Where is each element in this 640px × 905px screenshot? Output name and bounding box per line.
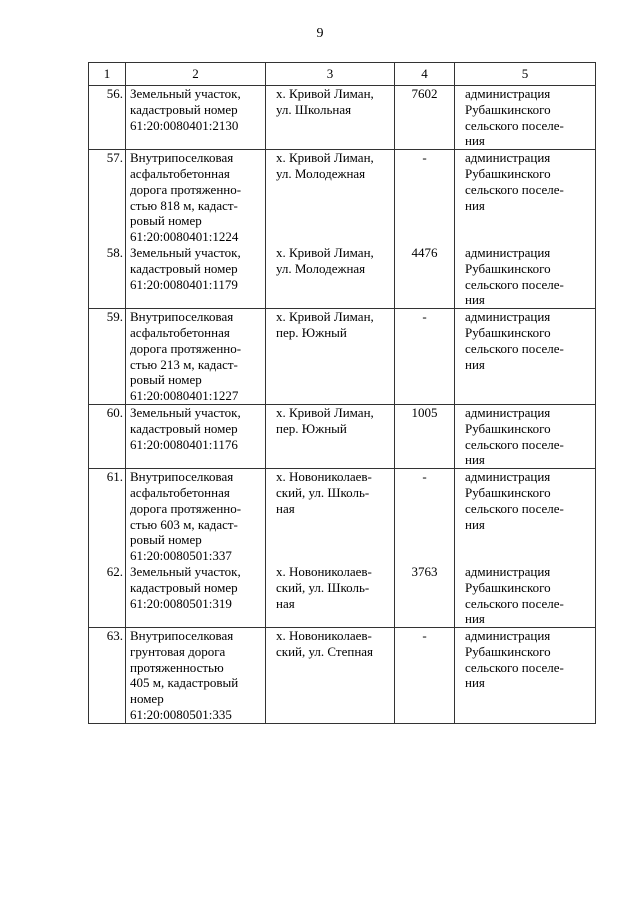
owner-line: Рубашкинского [465,420,551,436]
object-line: дорога протяженно- [130,181,242,197]
object-line: 61:20:0080401:1176 [130,436,238,452]
owner-line: администрация [465,244,551,260]
object-address [266,404,395,468]
object-line: протяженностью [130,659,224,675]
column-header-1: 1 [89,63,126,86]
property-register-table [88,62,596,724]
address-line: х. Новониколаев- [276,469,372,485]
object-address [266,309,395,405]
owner-line: ния [465,516,485,532]
column-header-4: 4 [395,63,455,86]
owner-line: ния [465,675,485,691]
address-line: х. Кривой Лиман, [276,244,374,260]
object-area: 1005 [395,404,455,468]
row-number: 61. [89,469,126,564]
object-description [126,469,266,564]
object-area: 3763 [395,564,455,628]
address-line: ная [276,500,295,516]
object-line: 61:20:0080501:335 [130,707,232,723]
row-number: 63. [89,628,126,724]
object-description [126,564,266,628]
object-description [126,150,266,245]
address-line: ул. Молодежная [276,260,366,276]
object-description [126,628,266,724]
table-row [89,86,596,150]
address-line: пер. Южный [276,324,347,340]
object-owner [455,564,596,628]
object-line: грунтовая дорога [130,643,226,659]
object-line: 61:20:0080501:337 [130,548,232,564]
address-line: ский, ул. Школь- [276,484,370,500]
object-line: асфальтобетонная [130,165,230,181]
owner-line: администрация [465,150,551,166]
owner-line: ния [465,197,485,213]
object-area: - [395,469,455,564]
owner-line: ния [465,611,485,627]
row-number: 57. [89,150,126,245]
owner-line: ния [465,292,485,308]
table-header-row [89,63,596,86]
object-line: кадастровый номер [130,101,238,117]
object-area: - [395,628,455,724]
row-number: 58. [89,245,126,309]
object-area: 7602 [395,86,455,150]
row-number: 56. [89,86,126,150]
object-line: 61:20:0080401:1224 [130,229,239,245]
object-address [266,245,395,309]
address-line: ский, ул. Степная [276,643,374,659]
address-line: ул. Школьная [276,101,352,117]
column-header-2: 2 [126,63,266,86]
object-owner [455,150,596,245]
object-owner [455,309,596,405]
object-address [266,86,395,150]
owner-line: сельского поселе- [465,595,564,611]
owner-line: администрация [465,309,551,325]
object-line: Внутрипоселковая [130,309,234,325]
address-line: х. Кривой Лиман, [276,86,374,101]
object-line: асфальтобетонная [130,324,230,340]
address-line: пер. Южный [276,420,347,436]
owner-line: администрация [465,86,551,101]
object-line: стью 213 м, кадаст- [130,356,238,372]
object-address [266,564,395,628]
object-line: Земельный участок, [130,404,241,420]
owner-line: сельского поселе- [465,276,564,292]
address-line: х. Кривой Лиман, [276,150,374,166]
object-line: дорога протяженно- [130,340,242,356]
object-line: 61:20:0080401:2130 [130,117,239,133]
object-area: 4476 [395,245,455,309]
address-line: х. Кривой Лиман, [276,309,374,325]
table-row [89,309,596,405]
column-header-3: 3 [266,63,395,86]
table-row [89,564,596,628]
object-area: - [395,150,455,245]
owner-line: сельского поселе- [465,436,564,452]
address-line: ная [276,595,295,611]
object-line: стью 818 м, кадаст- [130,197,238,213]
object-line: Земельный участок, [130,563,241,579]
object-line: ровый номер [130,213,202,229]
object-area: - [395,309,455,405]
object-owner [455,404,596,468]
object-address [266,469,395,564]
owner-line: Рубашкинского [465,643,551,659]
address-line: х. Новониколаев- [276,563,372,579]
object-address [266,628,395,724]
table-row [89,245,596,309]
table-row [89,628,596,724]
object-line: 61:20:0080401:1179 [130,276,238,292]
row-number: 62. [89,564,126,628]
owner-line: ния [465,452,485,468]
row-number: 60. [89,404,126,468]
object-address [266,150,395,245]
owner-line: ния [465,133,485,149]
object-description [126,404,266,468]
owner-line: сельского поселе- [465,181,564,197]
owner-line: Рубашкинского [465,260,551,276]
object-line: Земельный участок, [130,86,241,101]
object-line: стью 603 м, кадаст- [130,516,238,532]
owner-line: Рубашкинского [465,579,551,595]
object-owner [455,86,596,150]
owner-line: сельского поселе- [465,340,564,356]
object-description [126,86,266,150]
owner-line: ния [465,356,485,372]
owner-line: Рубашкинского [465,324,551,340]
object-line: Земельный участок, [130,244,241,260]
row-number: 59. [89,309,126,405]
owner-line: Рубашкинского [465,101,551,117]
owner-line: администрация [465,563,551,579]
object-description [126,309,266,405]
owner-line: Рубашкинского [465,484,551,500]
address-line: ул. Молодежная [276,165,366,181]
object-line: кадастровый номер [130,579,238,595]
object-line: Внутрипоселковая [130,150,234,166]
owner-line: сельского поселе- [465,500,564,516]
object-description [126,245,266,309]
object-owner [455,469,596,564]
object-line: кадастровый номер [130,420,238,436]
object-line: 61:20:0080401:1227 [130,388,239,404]
owner-line: сельского поселе- [465,659,564,675]
object-line: 61:20:0080501:319 [130,595,232,611]
owner-line: Рубашкинского [465,165,551,181]
column-header-5: 5 [455,63,596,86]
page-number: 9 [316,26,324,41]
table-row [89,404,596,468]
object-owner [455,245,596,309]
object-line: кадастровый номер [130,260,238,276]
object-line: дорога протяженно- [130,500,242,516]
address-line: х. Кривой Лиман, [276,404,374,420]
table-row [89,150,596,245]
owner-line: администрация [465,628,551,644]
object-line: Внутрипоселковая [130,628,234,644]
object-line: 405 м, кадастровый [130,675,239,691]
object-line: ровый номер [130,532,202,548]
object-line: Внутрипоселковая [130,469,234,485]
owner-line: администрация [465,404,551,420]
object-line: асфальтобетонная [130,484,230,500]
address-line: х. Новониколаев- [276,628,372,644]
object-line: ровый номер [130,372,202,388]
owner-line: администрация [465,469,551,485]
address-line: ский, ул. Школь- [276,579,370,595]
owner-line: сельского поселе- [465,117,564,133]
object-owner [455,628,596,724]
object-line: номер [130,691,164,707]
table-row [89,469,596,564]
